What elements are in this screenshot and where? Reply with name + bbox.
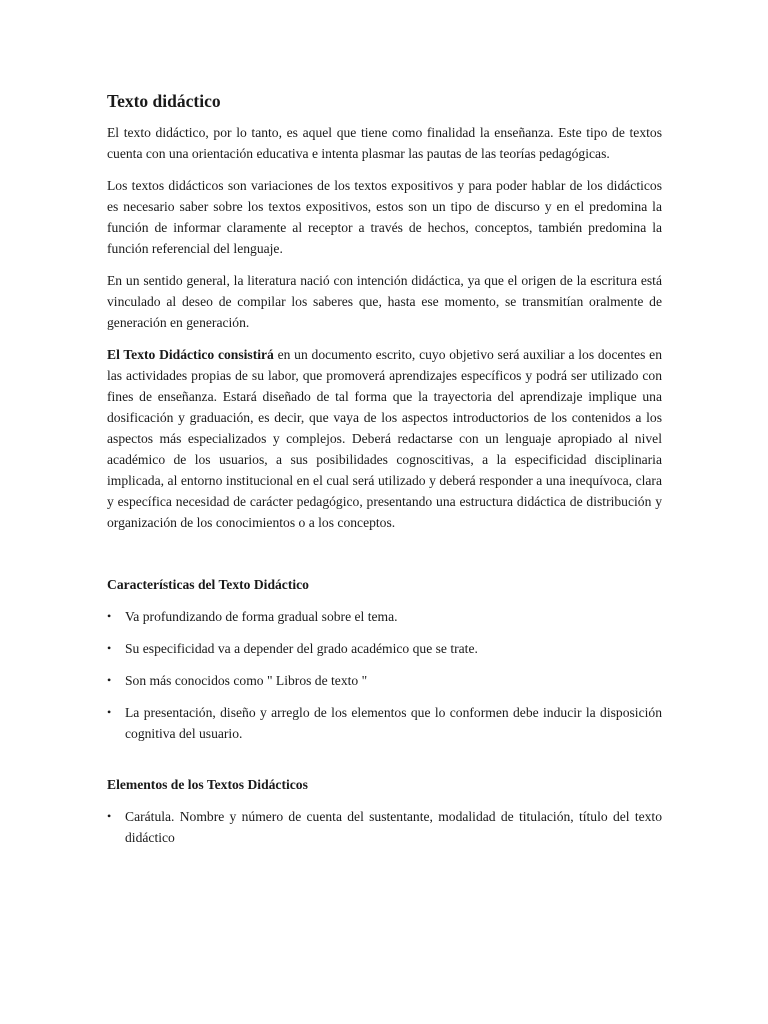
list-item-text: Su especificidad va a depender del grado académico que se trate. — [125, 641, 478, 656]
characteristics-list — [107, 606, 662, 744]
bullet-icon: • — [107, 609, 112, 623]
list-item-text: Va profundizando de forma gradual sobre el tema. — [125, 609, 398, 624]
list-item — [107, 638, 662, 659]
list-item — [107, 806, 662, 848]
definition-body: en un documento escrito, cuyo objetivo será auxiliar a los docentes en las actividades propias de su labor, que promoverá aprendizajes específicos y podrá ser utilizado con fines de enseñanza. Estará diseñado de tal forma que la trayectoria del aprendizaje implique una dosificación y graduación, es decir, que vaya de los aspectos introductorios de los contenidos a los aspectos más especializados y complejos. Deberá redactarse con un lenguaje apropiado al nivel académico de los usuarios, a sus posibilidades cognoscitivas, a la especificidad disciplinaria implicada, al entorno institucional en el cual será utilizado y deberá responder a una inequívoca, clara y específica necesidad de carácter pedagógico, presentando una estructura didáctica de distribución y organización de los conocimientos o a los conceptos. — [107, 347, 662, 530]
list-item-text: La presentación, diseño y arreglo de los elementos que lo conformen debe inducir la disposición cognitiva del usuario. — [125, 705, 662, 741]
list-item — [107, 702, 662, 744]
paragraph-expository: Los textos didácticos son variaciones de los textos expositivos y para poder hablar de los didácticos es necesario saber sobre los textos expositivos, estos son un tipo de discurso y en el predomina la función de informar claramente al receptor a través de hechos, conceptos, también predomina la función referencial del lenguaje. — [107, 178, 662, 256]
paragraph-intro: El texto didáctico, por lo tanto, es aquel que tiene como finalidad la enseñanza. Este tipo de textos cuenta con una orientación educativa e intenta plasmar las pautas de las teorías pedagógicas. — [107, 125, 662, 161]
bullet-icon: • — [107, 673, 112, 687]
document-page — [107, 88, 662, 859]
bullet-icon: • — [107, 809, 112, 823]
page-title: Texto didáctico — [107, 91, 221, 111]
bullet-icon: • — [107, 641, 112, 655]
bullet-icon: • — [107, 705, 112, 719]
list-item — [107, 670, 662, 691]
paragraph-literature: En un sentido general, la literatura nació con intención didáctica, ya que el origen de la escritura está vinculado al deseo de compilar los saberes que, hasta ese momento, se transmitían oralmente de generación en generación. — [107, 273, 662, 330]
elements-list — [107, 806, 662, 848]
definition-lead: El Texto Didáctico consistirá — [107, 347, 274, 362]
list-item-text: Carátula. Nombre y número de cuenta del sustentante, modalidad de titulación, título del texto didáctico — [125, 809, 662, 845]
characteristics-heading: Características del Texto Didáctico — [107, 577, 309, 592]
paragraph-definition — [107, 344, 662, 533]
list-item — [107, 606, 662, 627]
list-item-text: Son más conocidos como " Libros de texto " — [125, 673, 368, 688]
elements-heading: Elementos de los Textos Didácticos — [107, 777, 308, 792]
